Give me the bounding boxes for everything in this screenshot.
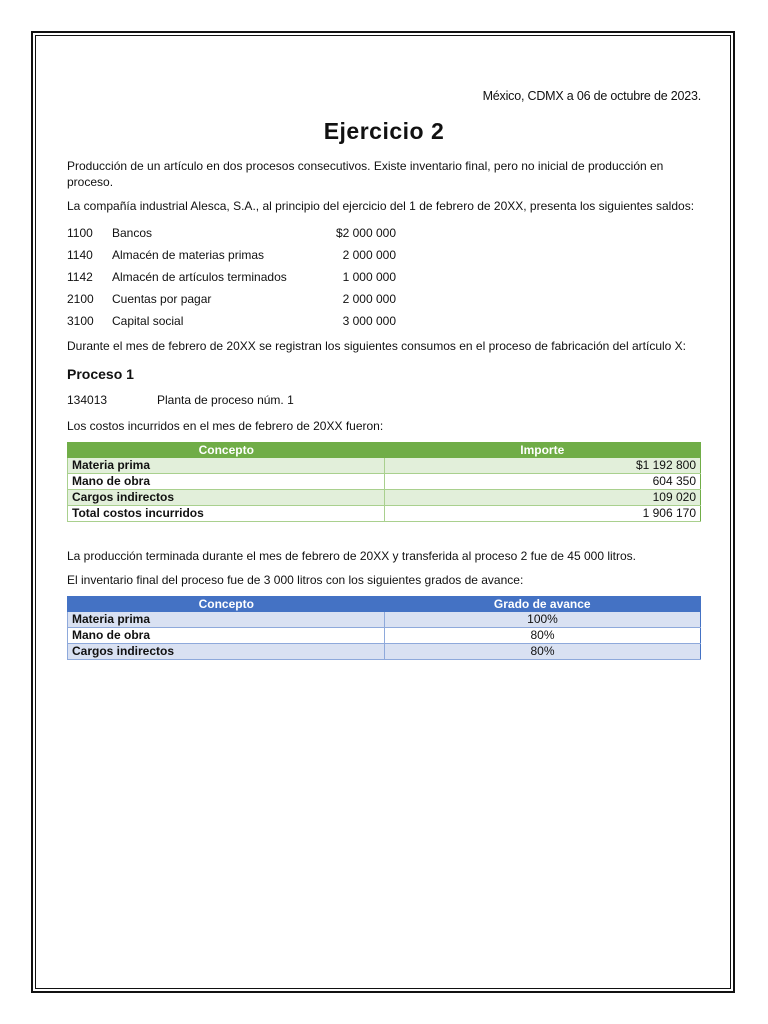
row-progress: 80% <box>385 644 701 660</box>
account-row <box>67 266 701 288</box>
consumption-paragraph: Durante el mes de febrero de 20XX se registran los siguientes consumos en el proceso de fabricación del artículo X: <box>67 339 687 353</box>
table-header-row <box>68 443 701 459</box>
account-code: 1140 <box>67 248 93 262</box>
column-header-progress: Grado de avance <box>385 597 701 613</box>
row-concept: Mano de obra <box>68 628 385 644</box>
account-code: 1142 <box>67 270 93 284</box>
date-line: México, CDMX a 06 de octubre de 2023. <box>482 89 701 103</box>
account-row <box>67 288 701 310</box>
row-concept: Materia prima <box>68 458 385 474</box>
row-amount: 604 350 <box>385 474 701 490</box>
row-concept: Mano de obra <box>68 474 385 490</box>
account-amount: $2 000 000 <box>335 226 396 240</box>
account-name: Bancos <box>112 226 153 240</box>
account-name: Cuentas por pagar <box>112 292 212 306</box>
plant-line <box>67 392 701 408</box>
account-code: 1100 <box>67 226 93 240</box>
table-row <box>68 628 701 644</box>
account-amount: 2 000 000 <box>342 292 396 306</box>
account-name: Capital social <box>112 314 184 328</box>
row-concept: Cargos indirectos <box>68 644 385 660</box>
account-amount: 3 000 000 <box>342 314 396 328</box>
account-name: Almacén de artículos terminados <box>112 270 287 284</box>
process-heading: Proceso 1 <box>67 366 134 382</box>
account-row <box>67 222 701 244</box>
account-name: Almacén de materias primas <box>112 248 265 262</box>
account-amount: 2 000 000 <box>342 248 396 262</box>
plant-name: Planta de proceso núm. 1 <box>157 393 294 407</box>
account-code: 2100 <box>67 292 94 306</box>
table-row <box>68 612 701 628</box>
costs-table <box>67 442 701 522</box>
account-row <box>67 310 701 332</box>
row-amount: $1 192 800 <box>385 458 701 474</box>
row-concept: Cargos indirectos <box>68 490 385 506</box>
table-row <box>68 458 701 474</box>
column-header-amount: Importe <box>385 443 701 459</box>
intro-paragraph-1: Producción de un artículo en dos procesos consecutivos. Existe inventario final, pero no inicial de producción en proceso. <box>67 159 664 189</box>
account-row <box>67 244 701 266</box>
table-header-row <box>68 597 701 613</box>
column-header-concept: Concepto <box>68 443 385 459</box>
row-progress: 100% <box>385 612 701 628</box>
page-title: Ejercicio 2 <box>323 118 445 144</box>
inventory-paragraph: El inventario final del proceso fue de 3 000 litros con los siguientes grados de avance: <box>67 573 524 587</box>
table-row <box>68 474 701 490</box>
production-paragraph: La producción terminada durante el mes de febrero de 20XX y transferida al proceso 2 fue de 45 000 litros. <box>67 549 637 563</box>
table-row <box>68 506 701 522</box>
row-amount: 109 020 <box>385 490 701 506</box>
progress-table <box>67 596 701 660</box>
account-code: 3100 <box>67 314 94 328</box>
account-amount: 1 000 000 <box>342 270 396 284</box>
row-amount: 1 906 170 <box>385 506 701 522</box>
row-progress: 80% <box>385 628 701 644</box>
column-header-concept: Concepto <box>68 597 385 613</box>
row-concept: Total costos incurridos <box>68 506 385 522</box>
table-row <box>68 644 701 660</box>
plant-code: 134013 <box>67 393 108 407</box>
table-row <box>68 490 701 506</box>
row-concept: Materia prima <box>68 612 385 628</box>
document-body <box>67 88 701 660</box>
intro-paragraph-2: La compañía industrial Alesca, S.A., al principio del ejercicio del 1 de febrero de 20XX, presenta los siguientes saldos: <box>67 199 695 213</box>
account-balances <box>67 222 701 332</box>
costs-intro: Los costos incurridos en el mes de febrero de 20XX fueron: <box>67 419 384 433</box>
